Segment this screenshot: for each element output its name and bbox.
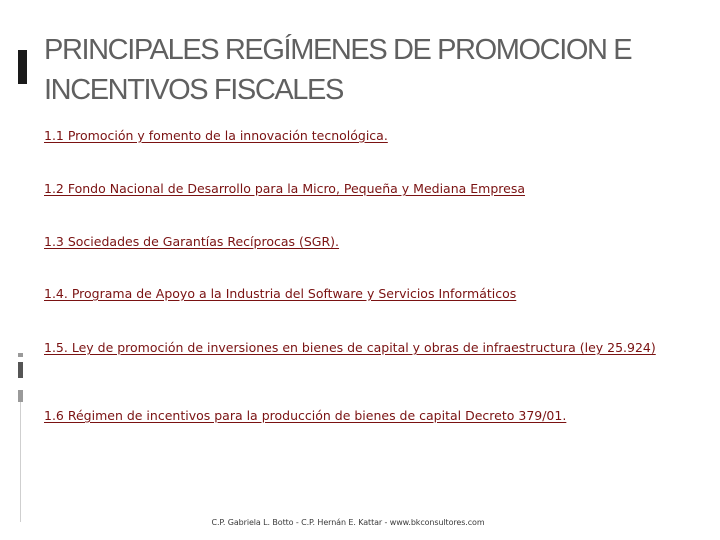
decorative-block-small <box>18 353 23 357</box>
decorative-block-light <box>18 390 23 402</box>
decorative-block-dark <box>18 362 23 378</box>
link-item-1-1[interactable]: 1.1 Promoción y fomento de la innovación tecnológica. <box>44 128 388 143</box>
slide-title: PRINCIPALES REGÍMENES DE PROMOCION E INCENTIVOS FISCALES <box>44 34 632 106</box>
link-item-1-6[interactable]: 1.6 Régimen de incentivos para la producción de bienes de capital Decreto 379/01. <box>44 408 567 423</box>
link-item-1-4[interactable]: 1.4. Programa de Apoyo a la Industria del Software y Servicios Informáticos <box>44 286 517 301</box>
link-item-1-2[interactable]: 1.2 Fondo Nacional de Desarrollo para la Micro, Pequeña y Mediana Empresa <box>44 181 525 196</box>
title-accent-bar <box>18 50 27 84</box>
link-item-1-5[interactable]: 1.5. Ley de promoción de inversiones en bienes de capital y obras de infraestructura (ley 25.924) <box>44 340 656 355</box>
decorative-line <box>20 402 21 522</box>
slide-footer: C.P. Gabriela L. Botto - C.P. Hernán E. Kattar - www.bkconsultores.com <box>211 518 485 527</box>
link-item-1-3[interactable]: 1.3 Sociedades de Garantías Recíprocas (SGR). <box>44 234 340 249</box>
